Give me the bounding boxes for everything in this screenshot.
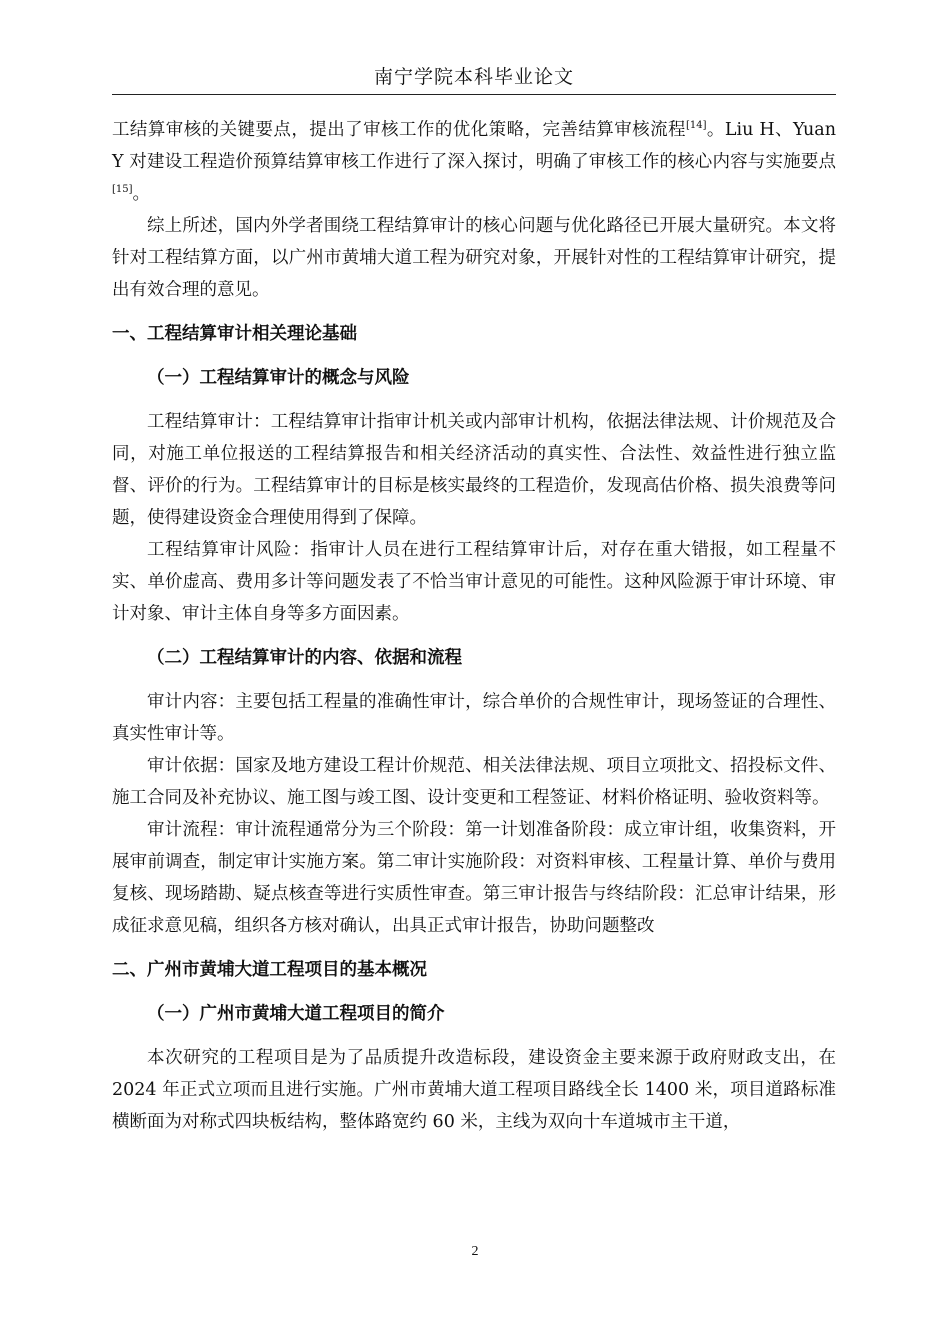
page-number: 2 xyxy=(471,1244,479,1259)
paragraph-summary: 综上所述，国内外学者围绕工程结算审计的核心问题与优化路径已开展大量研究。本文将针对工程结算方面，以广州市黄埔大道工程为研究对象，开展针对性的工程结算审计研究，提出有效合理的意见。 xyxy=(112,216,836,300)
document-body xyxy=(112,114,836,1138)
header-divider xyxy=(112,94,836,95)
citation-14: [14] xyxy=(685,120,707,132)
page-header-title: 南宁学院本科毕业论文 xyxy=(373,66,574,88)
paragraph-text: 。Liu H、Yuan Y 对建设工程造价预算结算审核工作进行了深入探讨，明确了审核工作的核心内容与实施要点 xyxy=(112,120,837,172)
paragraph-text: 。 xyxy=(132,184,151,204)
section-heading-2: 二、广州市黄埔大道工程项目的基本概况 xyxy=(112,960,427,980)
paragraph-audit-risk: 工程结算审计风险：指审计人员在进行工程结算审计后，对存在重大错报，如工程量不实、单价虚高、费用多计等问题发表了不恰当审计意见的可能性。这种风险源于审计环境、审计对象、审计主体自身等多方面因素。 xyxy=(112,540,836,624)
paragraph-audit-content: 审计内容：主要包括工程量的准确性审计，综合单价的合规性审计，现场签证的合理性、真实性审计等。 xyxy=(112,692,836,744)
paragraph-audit-definition: 工程结算审计：工程结算审计指审计机关或内部审计机构，依据法律法规、计价规范及合同，对施工单位报送的工程结算报告和相关经济活动的真实性、合法性、效益性进行独立监督、评价的行为。工程结算审计的目标是核实最终的工程造价，发现高估价格、损失浪费等问题，使得建设资金合理使用得到了保障。 xyxy=(112,412,836,528)
paragraph-audit-basis: 审计依据：国家及地方建设工程计价规范、相关法律法规、项目立项批文、招投标文件、施工合同及补充协议、施工图与竣工图、设计变更和工程签证、材料价格证明、验收资料等。 xyxy=(112,756,836,808)
subsection-heading-1: （一）工程结算审计的概念与风险 xyxy=(147,368,410,388)
subsection-heading-3: （一）广州市黄埔大道工程项目的简介 xyxy=(147,1004,445,1024)
subsection-heading-2: （二）工程结算审计的内容、依据和流程 xyxy=(147,648,462,668)
paragraph-literature-end xyxy=(112,114,836,210)
section-heading-1: 一、工程结算审计相关理论基础 xyxy=(112,324,357,344)
paragraph-audit-process: 审计流程：审计流程通常分为三个阶段：第一计划准备阶段：成立审计组，收集资料，开展审前调查，制定审计实施方案。第二审计实施阶段：对资料审核、工程量计算、单价与费用复核、现场踏勘、疑点核查等进行实质性审查。第三审计报告与终结阶段：汇总审计结果，形成征求意见稿，组织各方核对确认，出具正式审计报告，协助问题整改 xyxy=(112,820,836,936)
paragraph-text: 工结算审核的关键要点，提出了审核工作的优化策略，完善结算审核流程 xyxy=(112,120,686,140)
paragraph-project-intro: 本次研究的工程项目是为了品质提升改造标段，建设资金主要来源于政府财政支出，在 2024 年正式立项而且进行实施。广州市黄埔大道工程项目路线全长 1400 米，项目道路标准横断面为对称式四块板结构，整体路宽约 60 米，主线为双向十车道城市主干道， xyxy=(112,1048,836,1132)
citation-15: [15] xyxy=(112,184,133,196)
